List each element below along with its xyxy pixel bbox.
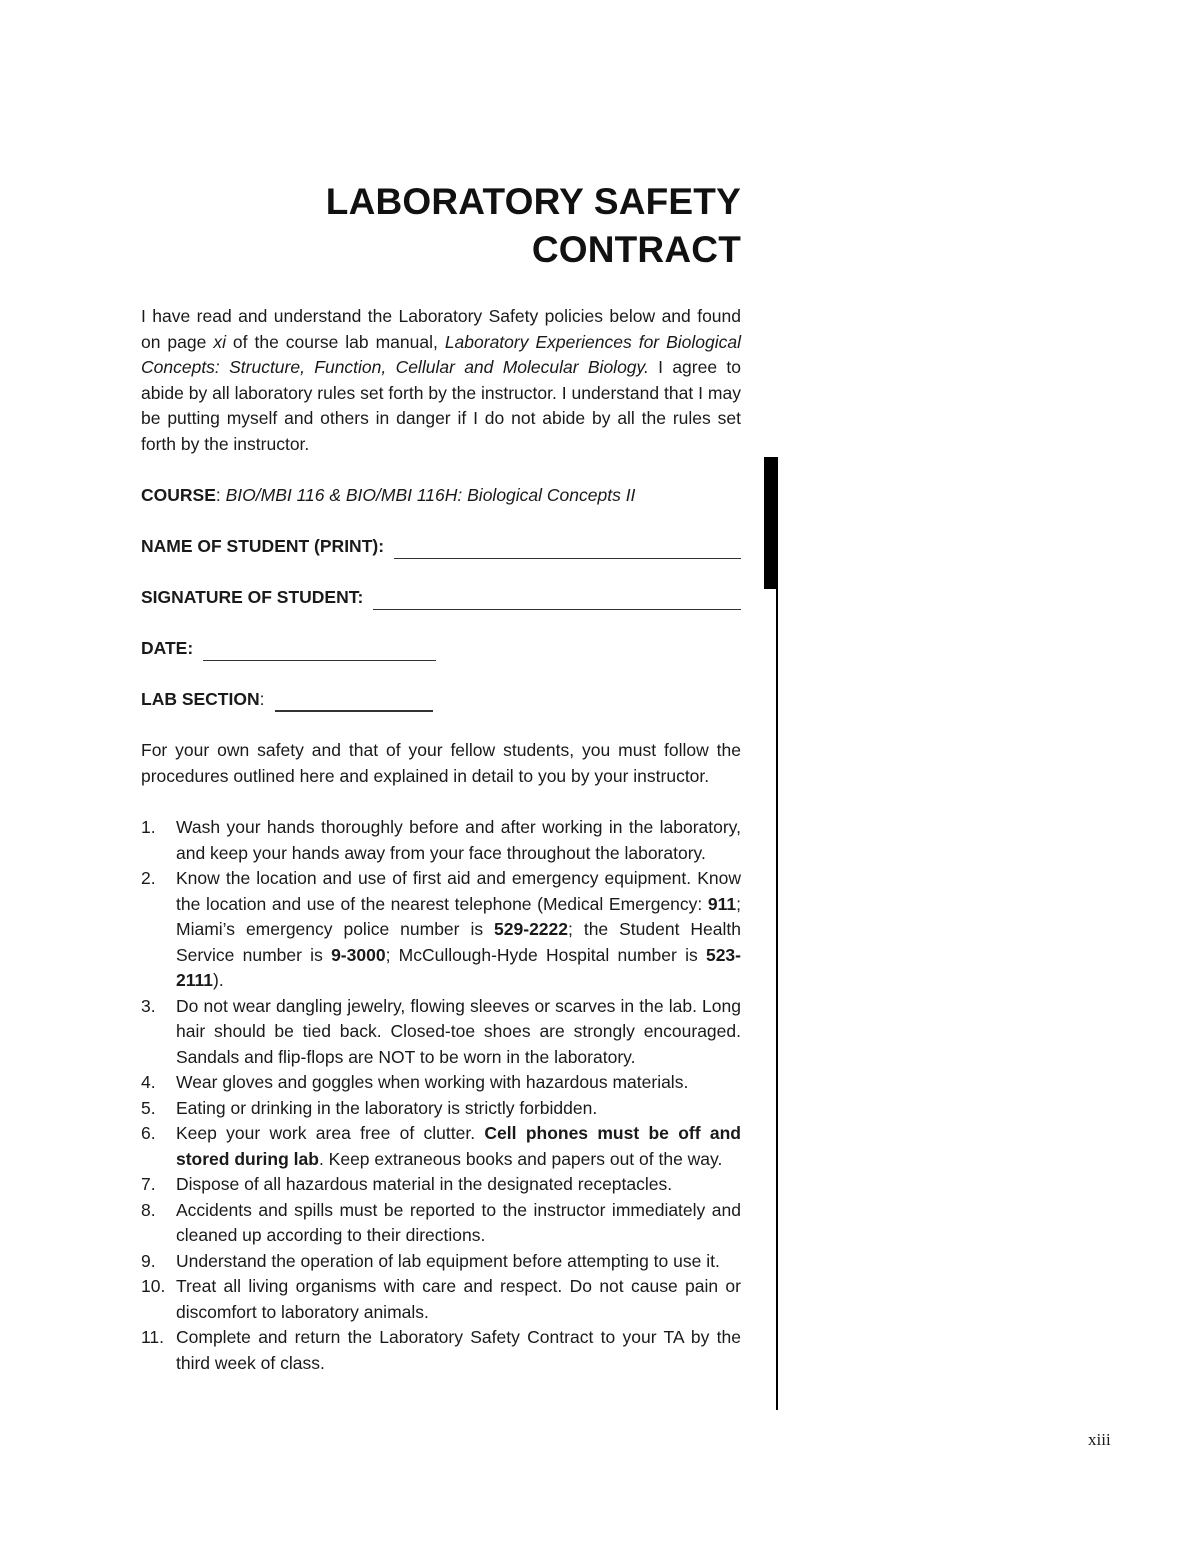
rule-2-text-c: ; Miami’s emergency police number is	[176, 893, 741, 939]
rule-number: 3.	[141, 995, 156, 1016]
rule-2-text-a: Know the location and use of first aid and emergency equipment. Know the location and use of the nearest telephone (Medical Emergency:	[176, 868, 741, 914]
rule-text	[176, 1121, 741, 1172]
police-number: 529-2222	[494, 919, 569, 939]
rule-6-text-a: Keep your work area free of clutter.	[176, 1123, 485, 1143]
list-item	[141, 1172, 741, 1198]
rule-number: 5.	[141, 1097, 156, 1118]
rule-2-text-f: ).	[213, 970, 224, 990]
health-service-number: 9-3000	[331, 944, 386, 965]
date-field	[141, 636, 741, 661]
hospital-number: 523-2111	[176, 944, 741, 990]
procedures-paragraph: For your own safety and that of your fellow students, you must follow the procedures outlined here and explained in detail to you by your instructor.	[141, 740, 741, 786]
rule-number: 10.	[141, 1276, 166, 1296]
rule-number: 2.	[141, 868, 156, 888]
course-value: BIO/MBI 116 & BIO/MBI 116H: Biological Concepts II	[225, 485, 636, 505]
course-colon: :	[215, 485, 226, 505]
title-line-1: LABORATORY SAFETY	[325, 181, 741, 222]
medical-emergency-number: 911	[707, 893, 737, 914]
rule-number: 7.	[141, 1174, 156, 1194]
rule-2-text-e: ; McCullough-Hyde Hospital number is	[385, 944, 706, 965]
rule-text: Wear gloves and goggles when working with hazardous materials.	[176, 1072, 689, 1092]
student-signature-field	[141, 585, 741, 610]
lab-section-blank[interactable]	[275, 692, 433, 712]
rule-text	[176, 866, 741, 994]
lab-section-label: LAB SECTION	[141, 689, 260, 709]
student-name-field	[141, 534, 741, 559]
margin-rule-line	[776, 457, 778, 1410]
rule-text: Wash your hands thoroughly before and after working in the laboratory, and keep your hands away from your face throughout the laboratory.	[176, 817, 741, 863]
list-item	[141, 815, 741, 866]
rule-number: 1.	[141, 817, 156, 837]
list-item	[141, 1121, 741, 1172]
rule-text: Understand the operation of lab equipment before attempting to use it.	[176, 1250, 720, 1271]
page-title	[141, 178, 741, 274]
student-name-label: NAME OF STUDENT (PRINT):	[141, 536, 385, 556]
list-item	[141, 1198, 741, 1249]
rule-number: 8.	[141, 1199, 156, 1220]
rule-number: 9.	[141, 1250, 156, 1271]
page-number: xiii	[1088, 1430, 1111, 1449]
safety-rules-list	[141, 815, 741, 1376]
contract-column	[141, 178, 741, 1376]
intro-page-ref: xi	[213, 331, 226, 352]
rule-2-text-d: ; the Student Health Service number is	[176, 919, 741, 965]
course-field	[141, 483, 741, 508]
list-item	[141, 1274, 741, 1325]
cell-phone-rule: Cell phones must be off and stored during lab	[176, 1123, 741, 1169]
date-label: DATE:	[141, 638, 194, 658]
intro-manual-title: Laboratory Experiences for Biological Concepts: Structure, Function, Cellular and Molecular Biology.	[141, 331, 741, 377]
rule-number: 6.	[141, 1123, 156, 1143]
rule-text: Dispose of all hazardous material in the designated receptacles.	[176, 1174, 673, 1194]
list-item	[141, 1249, 741, 1275]
student-name-blank[interactable]	[394, 540, 741, 559]
rule-number: 11.	[141, 1327, 165, 1347]
rule-text: Do not wear dangling jewelry, flowing sleeves or scarves in the lab. Long hair should be tied back. Closed-toe shoes are strongly encouraged. Sandals and flip-flops are NOT to be worn in the laboratory.	[176, 995, 741, 1067]
list-item	[141, 1070, 741, 1096]
rule-text: Eating or drinking in the laboratory is strictly forbidden.	[176, 1097, 598, 1118]
rule-text: Complete and return the Laboratory Safety Contract to your TA by the third week of class.	[176, 1327, 741, 1373]
student-signature-label: SIGNATURE OF STUDENT:	[141, 587, 364, 607]
intro-text-3: I agree to abide by all laboratory rules set forth by the instructor. I understand that I may be putting myself and others in danger if I do not abide by all the rules set forth by the instructor.	[141, 357, 741, 454]
rule-6-text-c: . Keep extraneous books and papers out of the way.	[318, 1148, 723, 1169]
student-signature-blank[interactable]	[373, 591, 741, 610]
intro-text-2: of the course lab manual,	[225, 331, 445, 352]
list-item	[141, 994, 741, 1071]
lab-section-colon: :	[259, 689, 265, 709]
course-label: COURSE	[141, 485, 216, 505]
list-item	[141, 1325, 741, 1376]
list-item	[141, 1096, 741, 1122]
list-item	[141, 866, 741, 994]
title-line-2: CONTRACT	[531, 229, 741, 270]
intro-paragraph	[141, 304, 741, 457]
lab-section-field	[141, 687, 741, 712]
rule-text: Treat all living organisms with care and respect. Do not cause pain or discomfort to laboratory animals.	[176, 1276, 741, 1322]
date-blank[interactable]	[203, 642, 436, 661]
rule-text: Accidents and spills must be reported to the instructor immediately and cleaned up according to their directions.	[176, 1199, 741, 1245]
rule-number: 4.	[141, 1072, 156, 1092]
intro-text-1: I have read and understand the Laboratory Safety policies below and found on page	[141, 306, 741, 352]
